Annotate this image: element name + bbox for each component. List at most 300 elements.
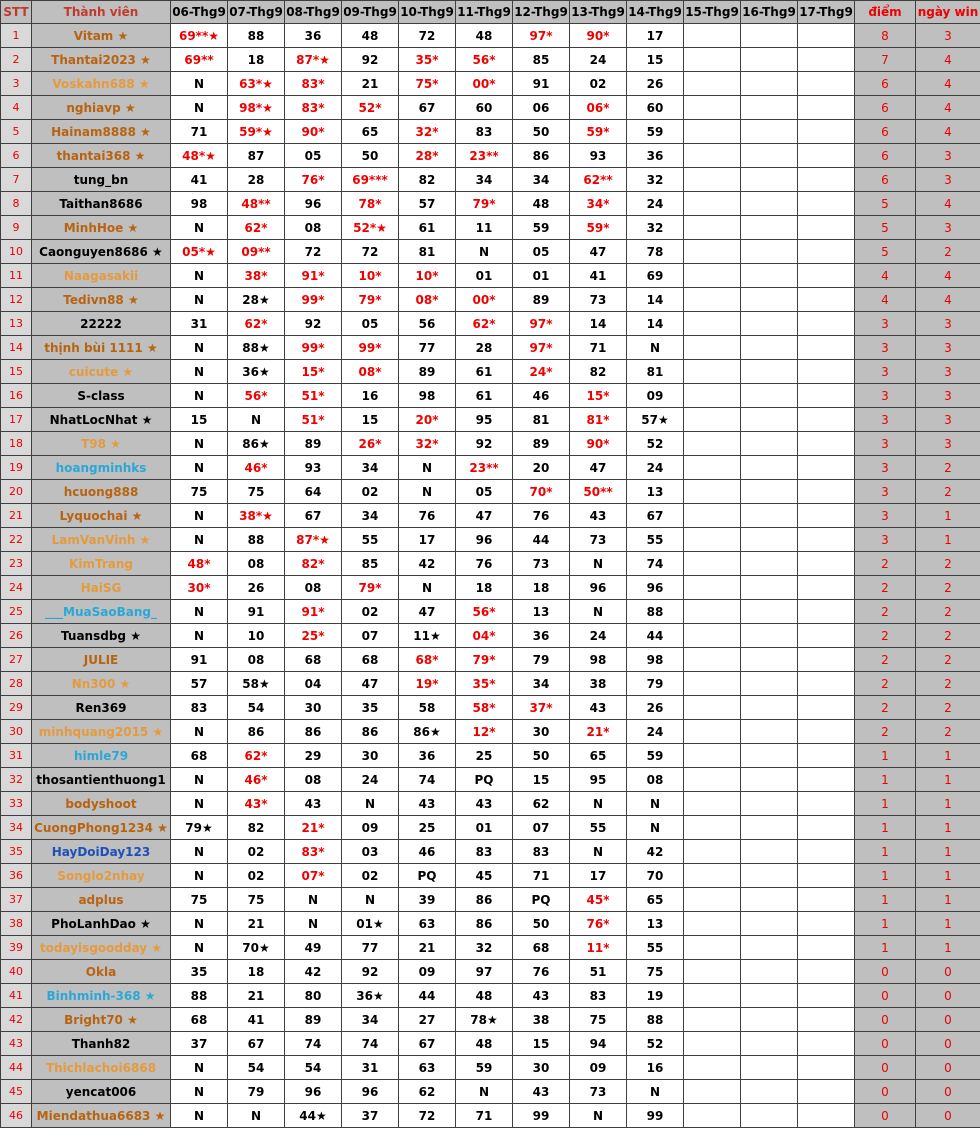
day-result: 96 [627,576,684,600]
member-name: nghiavp ★ [32,96,171,120]
win-days: 2 [916,672,980,696]
day-result: 02 [342,600,399,624]
day-result: 47 [570,240,627,264]
points: 6 [855,72,916,96]
day-result-empty [741,984,798,1008]
member-name: Lyquochai ★ [32,504,171,528]
day-result-empty [684,984,741,1008]
table-row [1,864,980,888]
table-row [1,1032,980,1056]
day-result: 34 [456,168,513,192]
member-name: Songlo2nhay [32,864,171,888]
day-result: 88 [627,1008,684,1032]
day-result: 56* [228,384,285,408]
header-date: 11-Thg9 [456,1,513,24]
day-result: 77 [399,336,456,360]
table-row [1,216,980,240]
win-days: 2 [916,600,980,624]
day-result: 69** [171,48,228,72]
day-result: 93 [285,456,342,480]
day-result-empty [684,720,741,744]
day-result-empty [684,336,741,360]
day-result: 15 [513,768,570,792]
member-name: thosantienthuong1 [32,768,171,792]
day-result-empty [741,696,798,720]
day-result: 34 [513,168,570,192]
win-days: 3 [916,24,980,48]
member-name: Nn300 ★ [32,672,171,696]
day-result: 83 [171,696,228,720]
day-result-empty [798,888,855,912]
day-result: N [570,600,627,624]
day-result-empty [684,24,741,48]
member-name: Naagasakii [32,264,171,288]
member-name: Caonguyen8686 ★ [32,240,171,264]
points: 5 [855,216,916,240]
row-number: 44 [1,1056,32,1080]
day-result: N [171,72,228,96]
row-number: 33 [1,792,32,816]
day-result: 35 [171,960,228,984]
day-result: 85 [342,552,399,576]
day-result-empty [798,144,855,168]
day-result-empty [684,672,741,696]
day-result-empty [798,336,855,360]
day-result-empty [741,240,798,264]
day-result: N [171,216,228,240]
day-result: 15 [342,408,399,432]
win-days: 2 [916,696,980,720]
day-result: 68 [285,648,342,672]
day-result: 14 [570,312,627,336]
day-result-empty [684,648,741,672]
day-result: 24 [342,768,399,792]
day-result: 98 [627,648,684,672]
day-result: N [399,456,456,480]
table-row [1,552,980,576]
day-result: 59*★ [228,120,285,144]
table-row [1,888,980,912]
day-result-empty [798,1008,855,1032]
day-result-empty [798,624,855,648]
day-result: 78 [627,240,684,264]
win-days: 0 [916,984,980,1008]
table-row [1,696,980,720]
day-result: 86 [513,144,570,168]
day-result: 43 [285,792,342,816]
day-result: 35 [342,696,399,720]
points: 3 [855,480,916,504]
member-name: thịnh bùi 1111 ★ [32,336,171,360]
day-result-empty [684,1008,741,1032]
table-row [1,504,980,528]
day-result: N [570,1104,627,1128]
day-result-empty [684,744,741,768]
day-result: 19 [627,984,684,1008]
day-result: 15* [570,384,627,408]
points: 3 [855,336,916,360]
points: 2 [855,600,916,624]
row-number: 40 [1,960,32,984]
day-result: 07 [342,624,399,648]
row-number: 10 [1,240,32,264]
day-result: 46* [228,768,285,792]
day-result: 05 [513,240,570,264]
day-result-empty [684,168,741,192]
win-days: 3 [916,408,980,432]
day-result: 79* [342,288,399,312]
day-result: 18 [228,960,285,984]
day-result: 65 [342,120,399,144]
day-result: 21 [228,984,285,1008]
day-result: 55 [570,816,627,840]
win-days: 4 [916,192,980,216]
day-result: 43 [570,504,627,528]
day-result: 67 [228,1032,285,1056]
day-result: 86 [342,720,399,744]
day-result-empty [684,312,741,336]
day-result: 82 [570,360,627,384]
day-result: 54 [228,1056,285,1080]
day-result: 54 [285,1056,342,1080]
day-result: 62* [456,312,513,336]
day-result: 18 [228,48,285,72]
day-result: N [627,792,684,816]
day-result: 56* [456,48,513,72]
day-result: 28* [399,144,456,168]
day-result: 65 [627,888,684,912]
day-result: 61 [456,360,513,384]
day-result-empty [684,528,741,552]
win-days: 3 [916,168,980,192]
day-result-empty [798,360,855,384]
member-name: Vitam ★ [32,24,171,48]
day-result-empty [741,528,798,552]
day-result-empty [798,576,855,600]
day-result: N [171,288,228,312]
day-result-empty [798,1032,855,1056]
day-result: 41 [570,264,627,288]
day-result-empty [798,48,855,72]
day-result: 48 [456,24,513,48]
win-days: 1 [916,792,980,816]
day-result: N [171,1080,228,1104]
day-result: 04 [285,672,342,696]
day-result: 62** [570,168,627,192]
day-result-empty [741,144,798,168]
member-name: Taithan8686 [32,192,171,216]
member-name: Hainam8888 ★ [32,120,171,144]
points: 1 [855,912,916,936]
row-number: 14 [1,336,32,360]
day-result: 60 [456,96,513,120]
day-result: N [456,1080,513,1104]
day-result-empty [798,24,855,48]
day-result: 48 [456,1032,513,1056]
points: 0 [855,1032,916,1056]
day-result: 86 [456,888,513,912]
table-row [1,648,980,672]
day-result: 93 [570,144,627,168]
day-result: 21* [570,720,627,744]
day-result: 30* [171,576,228,600]
points: 3 [855,432,916,456]
day-result: 50 [342,144,399,168]
day-result: 73 [570,528,627,552]
win-days: 1 [916,528,980,552]
day-result: 36 [285,24,342,48]
day-result: 68 [171,1008,228,1032]
day-result: N [228,408,285,432]
points: 6 [855,144,916,168]
day-result-empty [684,1032,741,1056]
day-result-empty [741,888,798,912]
points: 0 [855,1080,916,1104]
day-result: 30 [342,744,399,768]
day-result: 74 [342,1032,399,1056]
day-result: 73 [513,552,570,576]
day-result: 37* [513,696,570,720]
member-name: yencat006 [32,1080,171,1104]
row-number: 16 [1,384,32,408]
day-result-empty [798,480,855,504]
row-number: 21 [1,504,32,528]
day-result: 10* [342,264,399,288]
day-result: 56 [399,312,456,336]
win-days: 3 [916,312,980,336]
points: 2 [855,576,916,600]
table-row [1,672,980,696]
points: 1 [855,888,916,912]
day-result-empty [684,120,741,144]
day-result: 08* [399,288,456,312]
points: 1 [855,936,916,960]
day-result: 47 [456,504,513,528]
day-result: 48** [228,192,285,216]
day-result: 52* [342,96,399,120]
day-result-empty [684,192,741,216]
win-days: 4 [916,48,980,72]
day-result: 55 [342,528,399,552]
win-days: 0 [916,1008,980,1032]
day-result: N [171,912,228,936]
day-result: 67 [285,504,342,528]
day-result: 05*★ [171,240,228,264]
row-number: 25 [1,600,32,624]
row-number: 46 [1,1104,32,1128]
table-row [1,360,980,384]
day-result: 62 [399,1080,456,1104]
day-result: 17 [399,528,456,552]
day-result: 88 [228,24,285,48]
win-days: 1 [916,768,980,792]
row-number: 20 [1,480,32,504]
day-result-empty [684,1056,741,1080]
day-result: 94 [570,1032,627,1056]
day-result-empty [741,96,798,120]
day-result: 02 [342,864,399,888]
day-result: 25 [399,816,456,840]
member-name: hoangminhks [32,456,171,480]
day-result: 28 [456,336,513,360]
day-result: 86 [456,912,513,936]
win-days: 0 [916,1032,980,1056]
row-number: 24 [1,576,32,600]
day-result: 86★ [399,720,456,744]
day-result: 46 [399,840,456,864]
day-result: 91 [513,72,570,96]
day-result: N [285,912,342,936]
day-result: 89 [285,432,342,456]
day-result: 49 [285,936,342,960]
day-result: N [171,840,228,864]
table-row [1,792,980,816]
win-days: 2 [916,624,980,648]
day-result: 08 [285,576,342,600]
day-result-empty [741,216,798,240]
day-result: N [171,864,228,888]
table-row [1,600,980,624]
day-result-empty [741,24,798,48]
points: 2 [855,624,916,648]
day-result-empty [684,408,741,432]
win-days: 0 [916,960,980,984]
day-result: 34 [342,1008,399,1032]
day-result-empty [684,840,741,864]
day-result: 83 [456,840,513,864]
day-result-empty [798,696,855,720]
day-result: 51* [285,408,342,432]
win-days: 1 [916,816,980,840]
day-result-empty [798,432,855,456]
win-days: 3 [916,360,980,384]
row-number: 17 [1,408,32,432]
day-result: N [171,336,228,360]
day-result: N [285,888,342,912]
day-result-empty [741,312,798,336]
header-date: 09-Thg9 [342,1,399,24]
header-points: điểm [855,1,916,24]
day-result: 95 [570,768,627,792]
day-result: 28 [228,168,285,192]
day-result: 97* [513,336,570,360]
day-result: 79 [228,1080,285,1104]
day-result: 68 [342,648,399,672]
day-result: 21 [399,936,456,960]
day-result: N [456,240,513,264]
day-result: 75 [228,888,285,912]
member-name: hcuong888 [32,480,171,504]
day-result: 88 [627,600,684,624]
table-row [1,312,980,336]
table-row [1,408,980,432]
day-result: 78* [342,192,399,216]
member-name: Binhminh-368 ★ [32,984,171,1008]
day-result: 86★ [228,432,285,456]
day-result: 68 [513,936,570,960]
day-result-empty [684,48,741,72]
day-result: 82* [285,552,342,576]
win-days: 3 [916,144,980,168]
day-result-empty [741,384,798,408]
day-result-empty [684,600,741,624]
header-date: 07-Thg9 [228,1,285,24]
day-result-empty [798,864,855,888]
day-result: 50 [513,120,570,144]
points: 6 [855,96,916,120]
win-days: 0 [916,1104,980,1128]
table-row [1,288,980,312]
win-days: 1 [916,936,980,960]
day-result: 71 [570,336,627,360]
day-result-empty [684,912,741,936]
day-result: 90* [285,120,342,144]
day-result: 01 [513,264,570,288]
day-result: N [171,528,228,552]
day-result-empty [741,744,798,768]
day-result-empty [798,288,855,312]
day-result-empty [798,792,855,816]
day-result-empty [798,408,855,432]
day-result: N [627,336,684,360]
day-result: 90* [570,432,627,456]
day-result: 75 [171,888,228,912]
day-result: N [171,432,228,456]
day-result: 78★ [456,1008,513,1032]
member-name: T98 ★ [32,432,171,456]
day-result: 75 [627,960,684,984]
header-date: 06-Thg9 [171,1,228,24]
day-result: 70 [627,864,684,888]
win-days: 1 [916,504,980,528]
day-result: 24 [627,192,684,216]
member-name: thantai368 ★ [32,144,171,168]
day-result: 76 [513,960,570,984]
day-result: 03 [342,840,399,864]
win-days: 1 [916,840,980,864]
points: 0 [855,960,916,984]
table-row [1,624,980,648]
day-result: 37 [171,1032,228,1056]
day-result: 36 [627,144,684,168]
day-result: 18 [513,576,570,600]
points: 3 [855,360,916,384]
day-result: 13 [513,600,570,624]
day-result: 83 [513,840,570,864]
member-name: Bright70 ★ [32,1008,171,1032]
day-result: 43 [399,792,456,816]
day-result: 62* [228,744,285,768]
points: 1 [855,816,916,840]
table-row [1,48,980,72]
day-result-empty [684,432,741,456]
points: 1 [855,840,916,864]
day-result: N [171,600,228,624]
row-number: 27 [1,648,32,672]
day-result-empty [741,768,798,792]
member-name: MinhHoe ★ [32,216,171,240]
day-result: 59* [570,120,627,144]
win-days: 4 [916,264,980,288]
points: 1 [855,792,916,816]
day-result-empty [741,936,798,960]
day-result: 81 [627,360,684,384]
day-result-empty [798,384,855,408]
day-result: 00* [456,72,513,96]
row-number: 19 [1,456,32,480]
day-result: 08 [285,768,342,792]
day-result: 87*★ [285,48,342,72]
